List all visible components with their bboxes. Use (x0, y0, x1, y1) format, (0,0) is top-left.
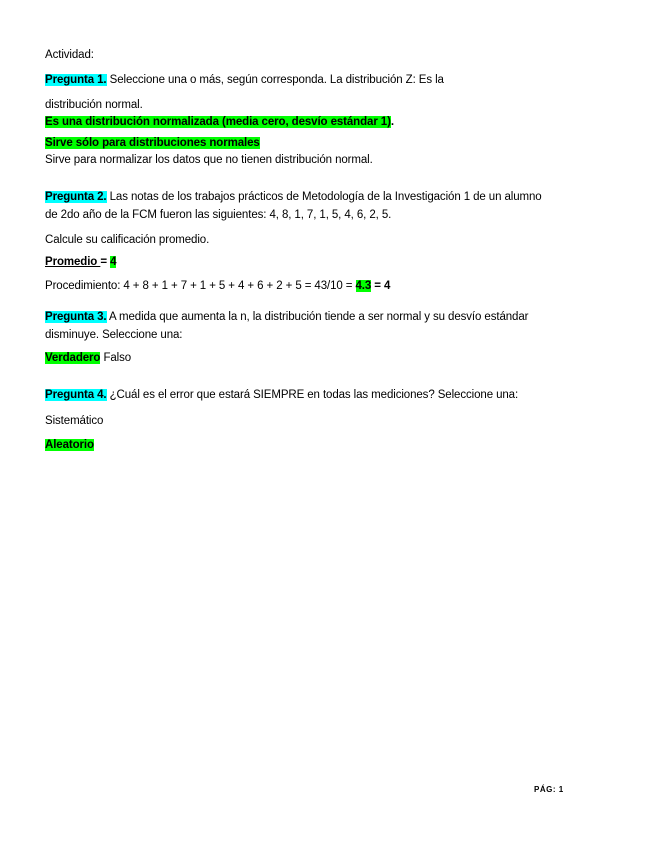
page-number: PÁG: 1 (534, 785, 564, 794)
question-1-line-1 (45, 73, 444, 88)
question-1-label: Pregunta 1. (45, 74, 107, 86)
question-1-option-2-highlight: Sirve sólo para distribuciones normales (45, 137, 260, 149)
question-4-option-2 (45, 438, 94, 453)
procedure-result: 4.3 (355, 280, 372, 292)
question-1-option-1 (45, 115, 394, 130)
question-1-option-1-period: . (390, 116, 394, 128)
question-2-label: Pregunta 2. (45, 191, 107, 203)
procedure-text: Procedimiento: 4 + 8 + 1 + 7 + 1 + 5 + 4 + 6 + 2 + 5 = 43/10 = (45, 280, 356, 292)
question-4-line-1 (45, 388, 518, 403)
question-2-procedure (45, 279, 390, 294)
question-3-text-b: disminuye. Seleccione una: (45, 329, 183, 341)
question-3-option-true: Verdadero (45, 352, 101, 364)
question-2-text-b: de 2do año de la FCM fueron las siguientes: 4, 8, 1, 7, 1, 5, 4, 6, 2, 5. (45, 209, 392, 221)
promedio-equals: = (100, 256, 111, 268)
question-4-text-a: ¿Cuál es el error que estará SIEMPRE en todas las mediciones? Seleccione una: (106, 389, 519, 401)
question-2-text-a: Las notas de los trabajos prácticos de Metodología de la Investigación 1 de un alumno (106, 191, 542, 203)
question-2-text-c: Calcule su calificación promedio. (45, 234, 210, 246)
question-3-line-1 (45, 310, 528, 325)
question-2-line-1 (45, 190, 542, 205)
question-1-text-a: Seleccione una o más, según corresponda. La distribución Z: Es la (106, 74, 444, 86)
question-3-text-a: A medida que aumenta la n, la distribución tiende a ser normal y su desvío estándar (106, 311, 529, 323)
question-1-option-3: Sirve para normalizar los datos que no tienen distribución normal. (45, 154, 373, 166)
question-3-option-false: Falso (100, 352, 132, 364)
promedio-label: Promedio (45, 256, 101, 268)
question-1-option-1-highlight: Es una distribución normalizada (media cero, desvío estándar 1) (45, 116, 391, 128)
activity-heading: Actividad: (45, 49, 94, 61)
question-4-option-2-highlight: Aleatorio (45, 439, 94, 451)
question-1-text-b: distribución normal. (45, 99, 143, 111)
question-3-label: Pregunta 3. (45, 311, 107, 323)
question-3-options (45, 351, 131, 366)
question-2-promedio (45, 255, 116, 270)
question-4-option-1: Sistemático (45, 415, 104, 427)
promedio-value: 4 (110, 256, 117, 268)
question-4-label: Pregunta 4. (45, 389, 107, 401)
question-1-option-2 (45, 136, 260, 151)
procedure-end: = 4 (371, 280, 391, 292)
